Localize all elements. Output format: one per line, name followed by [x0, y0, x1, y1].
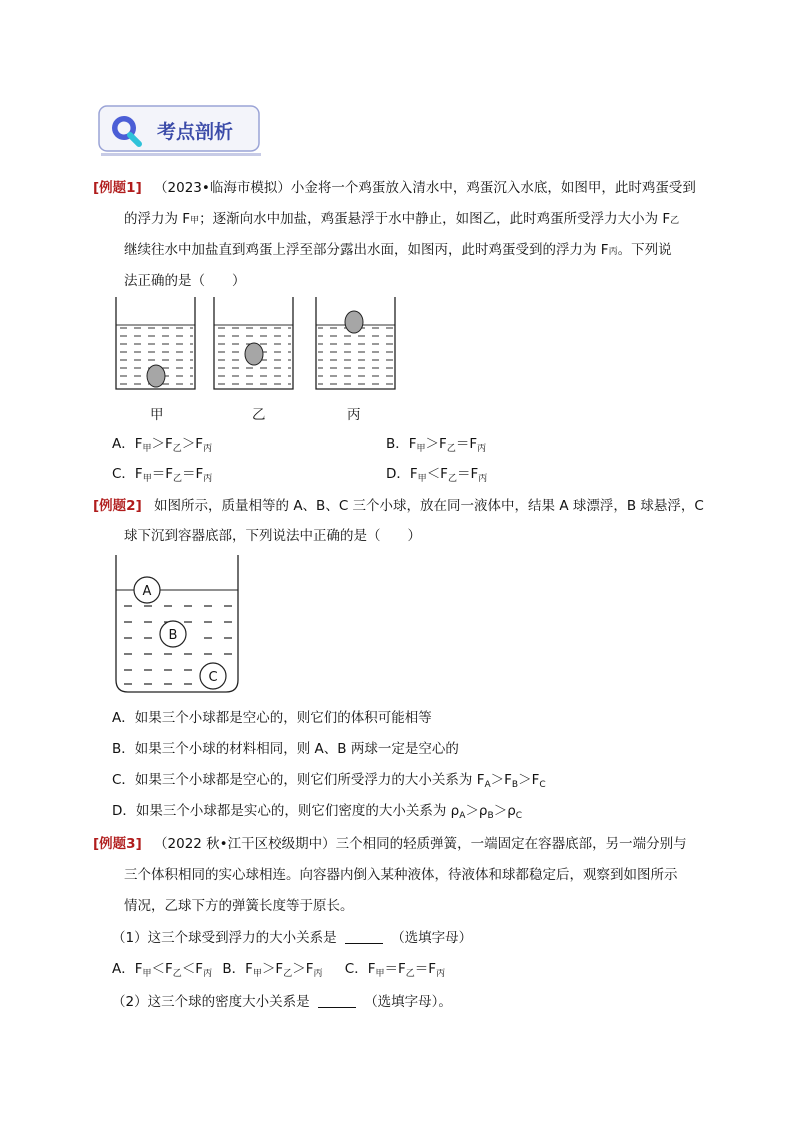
- ball-b: [160, 621, 186, 647]
- ball-a: [134, 577, 160, 603]
- q1-text-2b: ；逐渐向水中加盐，鸡蛋悬浮于水中静止，如图乙，此时鸡蛋所受浮力大小为 F: [199, 211, 671, 227]
- q1-option-d[interactable]: D．$F_甲<F_乙=F_丙$: [386, 466, 488, 484]
- header-title: 考点剖析: [157, 121, 234, 143]
- q2-option-c[interactable]: C．如果三个小球都是空心的，则它们所受浮力的大小关系为 $F_A>F_B>F_C$: [112, 772, 546, 790]
- q3-line2: 三个体积相同的实心球相连。向容器内倒入某种液体，待液体和球都稳定后，观察到如图所示: [124, 867, 678, 883]
- q1-tag: [例题1]: [93, 180, 142, 196]
- q2-line1: [93, 494, 704, 514]
- q1-option-c[interactable]: C．$F_甲=F_乙=F_丙$: [112, 466, 213, 484]
- q1-sub-jia: 甲: [190, 216, 200, 226]
- q3-sub1: [112, 926, 472, 946]
- q3-sub2-text: （2）这三个球的密度大小关系是: [112, 994, 310, 1010]
- fig-label-jia: 甲: [150, 407, 164, 423]
- egg-bing: [345, 311, 363, 333]
- q3-sub2: [112, 990, 452, 1010]
- q3-text-1: （2022 秋•江干区校级期中）三个相同的轻质弹簧，一端固定在容器底部，另一端分别与: [154, 836, 687, 852]
- svg-text:A: A: [142, 584, 152, 599]
- q3-option-a[interactable]: A．$F_甲<F_乙<F_丙$: [112, 961, 213, 979]
- q2-option-a[interactable]: A．如果三个小球都是空心的，则它们的体积可能相等: [112, 710, 432, 726]
- q3-sub1-text: （1）这三个球受到浮力的大小关系是: [112, 930, 337, 946]
- q3-sub2-hint: （选填字母）。: [364, 994, 452, 1010]
- q2-line2: 球下沉到容器底部，下列说法中正确的是（ ）: [124, 528, 421, 544]
- q3-option-c[interactable]: C．$F_甲=F_乙=F_丙$: [344, 961, 446, 979]
- q2-option-b[interactable]: B．如果三个小球的材料相同，则 A、B 两球一定是空心的: [112, 741, 459, 757]
- q3-option-b[interactable]: B．$F_甲>F_乙>F_丙$: [222, 961, 323, 979]
- q2-text-1: 如图所示，质量相等的 A、B、C 三个小球，放在同一液体中，结果 A 球漂浮，B 球悬浮，C: [154, 498, 704, 514]
- svg-text:C: C: [208, 670, 218, 685]
- beaker-bing: [316, 297, 395, 389]
- q1-option-a[interactable]: A．$F_甲>F_乙>F_丙$: [112, 436, 213, 454]
- q2-tag: [例题2]: [93, 498, 142, 514]
- q3-sub1-hint: （选填字母）: [391, 930, 473, 946]
- q1-line4: 法正确的是（ ）: [124, 273, 246, 289]
- q2-option-d[interactable]: D．如果三个小球都是实心的，则它们密度的大小关系为 $\rho_A>\rho_B>\rho_C$: [112, 803, 523, 821]
- q1-text-3a: 继续往水中加盐直到鸡蛋上浮至部分露出水面，如图丙，此时鸡蛋受到的浮力为 F: [124, 242, 609, 258]
- q3-options-row: [112, 957, 445, 979]
- egg-jia: [147, 365, 165, 387]
- q1-line2: [124, 207, 679, 227]
- q3-answer-blank-2[interactable]: [318, 995, 356, 1008]
- q1-text-1: （2023•临海市模拟）小金将一个鸡蛋放入清水中，鸡蛋沉入水底，如图甲，此时鸡蛋受到: [154, 180, 696, 196]
- egg-yi: [245, 343, 263, 365]
- q1-line3: [124, 238, 672, 258]
- fig-label-yi: 乙: [252, 407, 266, 423]
- q1-line1: [93, 176, 696, 196]
- beaker-yi: [214, 297, 293, 389]
- q2-figure: [110, 550, 250, 698]
- fig-label-bing: 丙: [347, 407, 361, 423]
- svg-text:B: B: [168, 628, 178, 643]
- q1-text-3b: 。下列说: [617, 242, 672, 258]
- ball-c: [200, 663, 226, 689]
- q3-line1: [93, 832, 687, 852]
- q1-sub-bing: 丙: [608, 247, 618, 257]
- q1-text-2a: 的浮力为 F: [124, 211, 191, 227]
- q3-answer-blank-1[interactable]: [345, 931, 383, 944]
- q1-sub-yi: 乙: [670, 216, 680, 226]
- q1-option-b[interactable]: B．$F_甲>F_乙=F_丙$: [386, 436, 487, 454]
- beaker-jia: [116, 297, 195, 389]
- q3-line3: 情况，乙球下方的弹簧长度等于原长。: [124, 898, 354, 914]
- q3-tag: [例题3]: [93, 836, 142, 852]
- section-header: [97, 103, 267, 157]
